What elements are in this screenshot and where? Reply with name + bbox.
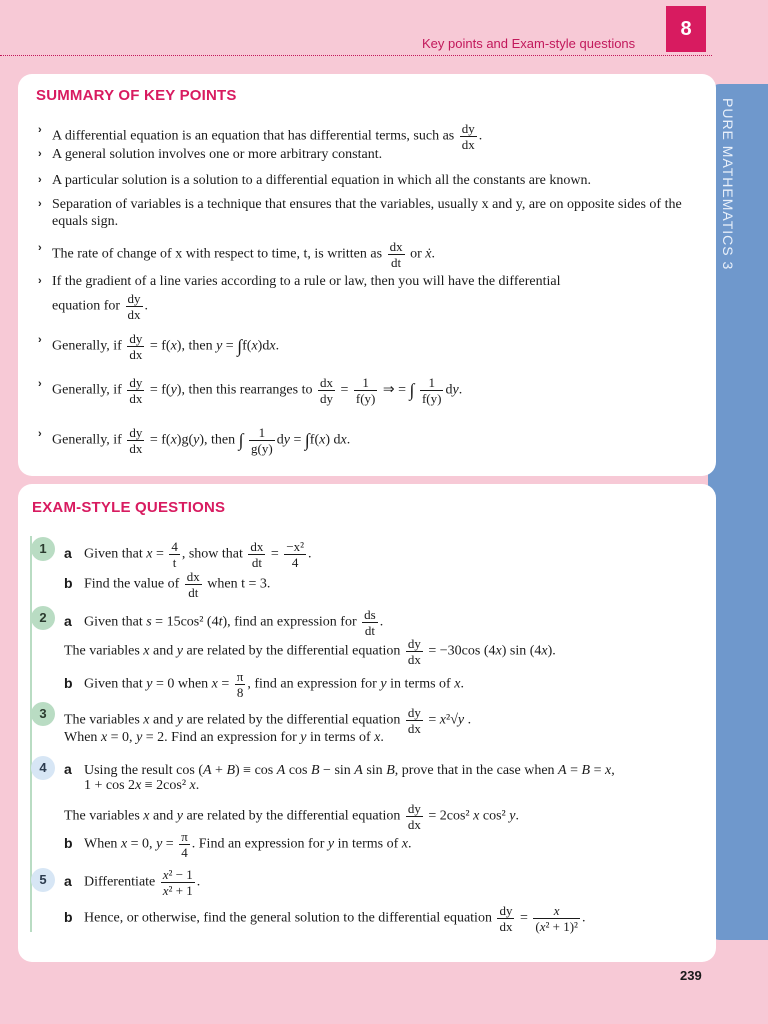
bullet-icon: › bbox=[38, 174, 42, 186]
bullet-icon: › bbox=[38, 124, 42, 136]
part-label: a bbox=[64, 544, 72, 561]
key-point: › Generally, if $\frac{dy}{dx}$ = f(x), then y = ∫f(x)dx. bbox=[38, 331, 280, 362]
question-text: When x = 0, y = 2. Find an expression for y in terms of x. bbox=[64, 730, 384, 745]
question-text: a Differentiate $\frac{\text{x² − 1}}{\text{x² + 1}}$ . bbox=[64, 867, 201, 898]
question-text: The variables x and y are related by the differential equation $\frac{dy}{dx}$ = −30cos (4x) sin (4x). bbox=[64, 636, 556, 667]
header-rule bbox=[0, 55, 712, 56]
question-number-badge: 3 bbox=[31, 702, 55, 726]
question-text: The variables x and y are related by the differential equation $\frac{dy}{dx}$ = x²√y . bbox=[64, 705, 472, 736]
bullet-icon: › bbox=[38, 148, 42, 160]
math-fraction: $\frac{dx}{dt}$ bbox=[186, 569, 200, 600]
question-number-badge: 4 bbox=[31, 756, 55, 780]
bullet-icon: › bbox=[38, 198, 42, 210]
math-fraction: $\frac{dy}{dx}$ bbox=[407, 705, 421, 736]
part-label: b bbox=[64, 574, 73, 591]
question-number-badge: 5 bbox=[31, 868, 55, 892]
chapter-badge: 8 bbox=[666, 6, 706, 52]
key-point: › The rate of change of x with respect to time, t, is written as $\frac{dx}{dt}$ or ẋ. bbox=[38, 239, 435, 270]
math-fraction: $\frac{1}{g(y)}$ bbox=[251, 425, 273, 456]
key-point: › A particular solution is a solution to a differential equation in which all the constants are known. bbox=[38, 173, 592, 188]
side-tab-label: PURE MATHEMATICS 3 bbox=[720, 98, 736, 271]
math-fraction: $\frac{dy}{dx}$ bbox=[407, 801, 421, 832]
question-text: a Given that s = 15cos² (4t), find an expression for $\frac{ds}{dt}$ . bbox=[64, 607, 384, 638]
math-fraction: $\frac{x}{\text{(x² + 1)²}}$ bbox=[535, 903, 578, 934]
part-label: a bbox=[64, 761, 72, 777]
question-text: a Given that x = $\frac{4}{t}$ , show that $\frac{dx}{dt}$ = $\frac{\text{−x²}}{4}$ . bbox=[64, 539, 312, 570]
math-fraction: $\frac{\text{x² − 1}}{\text{x² + 1}}$ bbox=[162, 867, 193, 898]
bullet-icon: › bbox=[38, 275, 42, 287]
question-number-badge: 2 bbox=[31, 606, 55, 630]
part-label: a bbox=[64, 872, 72, 889]
part-label: b bbox=[64, 674, 73, 691]
key-point: › A differential equation is an equation that has differential terms, such as $\frac{dy}{dx}$ . bbox=[38, 121, 483, 152]
question-text: b When x = 0, y = $\frac{\pi}{4}$ . Find an expression for y in terms of x. bbox=[64, 829, 412, 860]
page-number: 239 bbox=[680, 968, 702, 983]
question-text: b Given that y = 0 when x = $\frac{\pi}{8}$ , find an expression for y in terms of x. bbox=[64, 669, 464, 700]
bullet-icon: › bbox=[38, 428, 42, 440]
part-label: a bbox=[64, 612, 72, 629]
math-fraction: $\frac{ds}{dt}$ bbox=[364, 607, 376, 638]
math-fraction: $\frac{dy}{dx}$ bbox=[127, 291, 141, 322]
key-point: › Separation of variables is a technique that ensures that the variables, usually x and y, are on opposite sides of the equals sign. bbox=[38, 197, 682, 229]
math-fraction: $\frac{1}{f(y)}$ bbox=[421, 375, 442, 406]
bullet-icon: › bbox=[38, 334, 42, 346]
math-fraction: $\frac{dy}{dx}$ bbox=[129, 331, 143, 362]
question-text: b Find the value of $\frac{dx}{dt}$ when t = 3. bbox=[64, 569, 271, 600]
math-fraction: $\frac{dy}{dx}$ bbox=[129, 425, 143, 456]
question-number-badge: 1 bbox=[31, 537, 55, 561]
question-text: a Using the result cos (A + B) ≡ cos A cos B − sin A sin B, prove that in the case when A = B = x, bbox=[64, 761, 615, 778]
question-text: The variables x and y are related by the differential equation $\frac{dy}{dx}$ = 2cos² x cos² y. bbox=[64, 801, 519, 832]
math-fraction: $\frac{dy}{dx}$ bbox=[129, 375, 143, 406]
math-fraction: $\frac{dx}{dt}$ bbox=[250, 539, 264, 570]
math-fraction: $\frac{dx}{dy}$ bbox=[319, 375, 333, 406]
math-fraction: $\frac{\text{−x²}}{4}$ bbox=[286, 539, 305, 570]
math-fraction: $\frac{dy}{dx}$ bbox=[499, 903, 513, 934]
key-point: › Generally, if $\frac{dy}{dx}$ = f(x)g(y), then ∫ $\frac{1}{g(y)}$ dy = ∫f(x) dx. bbox=[38, 425, 351, 456]
math-fraction: $\frac{\pi}{8}$ bbox=[236, 669, 244, 700]
running-header: Key points and Exam-style questions bbox=[422, 36, 636, 51]
part-label: b bbox=[64, 908, 73, 925]
math-fraction: $\frac{dy}{dx}$ bbox=[407, 636, 421, 667]
math-fraction: $\frac{1}{f(y)}$ bbox=[355, 375, 376, 406]
bullet-icon: › bbox=[38, 378, 42, 390]
math-fraction: $\frac{4}{t}$ bbox=[171, 539, 178, 570]
part-label: b bbox=[64, 834, 73, 851]
math-fraction: $\frac{dy}{dx}$ bbox=[461, 121, 475, 152]
summary-title: SUMMARY OF KEY POINTS bbox=[36, 87, 237, 104]
math-fraction: $\frac{\pi}{4}$ bbox=[181, 829, 188, 860]
key-point-continued: equation for $\frac{dy}{dx}$ . bbox=[52, 291, 149, 322]
question-text: 1 + cos 2x ≡ 2cos² x. bbox=[84, 778, 200, 793]
math-fraction: $\frac{dx}{dt}$ bbox=[389, 239, 403, 270]
key-point: › A general solution involves one or more arbitrary constant. bbox=[38, 147, 383, 162]
key-point: › If the gradient of a line varies according to a rule or law, then you will have the differential bbox=[38, 274, 561, 289]
side-tab bbox=[708, 84, 768, 940]
bullet-icon: › bbox=[38, 242, 42, 254]
question-timeline bbox=[30, 536, 32, 932]
question-text: b Hence, or otherwise, find the general solution to the differential equation $\frac{dy}{dx}$ = $\frac{x}{\text{(x² + 1)²}}$ . bbox=[64, 903, 586, 934]
key-point: › Generally, if $\frac{dy}{dx}$ = f(y), then this rearranges to $\frac{dx}{dy}$ = $\frac{1}{f(y)}$ ⇒ = ∫ $\frac{1}{f(y)}$ dy. bbox=[38, 375, 463, 406]
exam-title: EXAM-STYLE QUESTIONS bbox=[32, 499, 226, 516]
